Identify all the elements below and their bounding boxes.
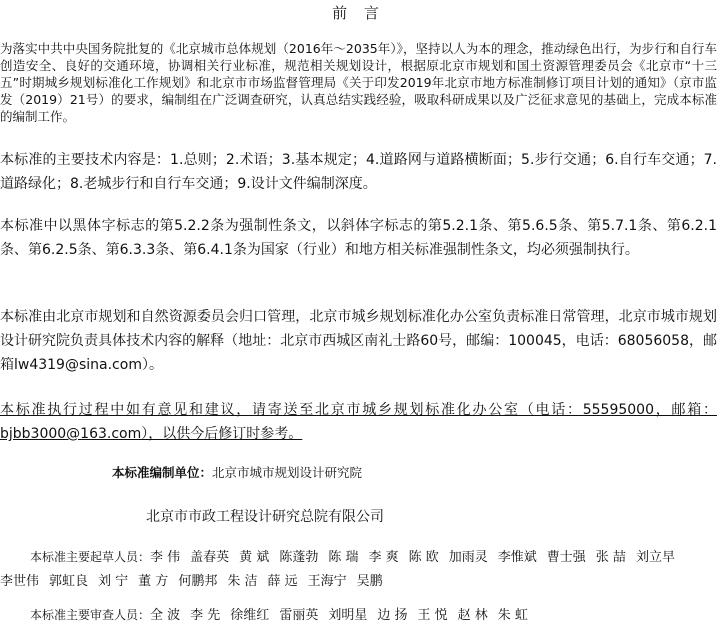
reviewer-name: 赵 林	[457, 608, 488, 623]
drafter-name: 陈 瑞	[328, 550, 359, 565]
drafter-name: 朱 洁	[227, 574, 258, 589]
reviewer-name: 李 先	[190, 608, 221, 623]
reviewer-name: 雷丽英	[279, 608, 319, 623]
drafter-name: 黄 斌	[239, 550, 270, 565]
drafter-name: 李惟斌	[497, 550, 537, 565]
reviewer-name: 全 波	[150, 608, 181, 623]
reviewers-list	[0, 603, 717, 624]
mandatory-paragraph: 本标准中以黑体字标志的第5.2.2条为强制性条文，以斜体字标志的第5.2.1条、第5.6.5条、第5.7.1条、第6.2.1条、第6.2.5条、第6.3.3条、第6.4.1条为国家（行业）和地方相关标准强制性条文，均必须强制执行。	[0, 218, 717, 258]
drafters-list	[0, 545, 717, 594]
management-paragraph: 本标准由北京市规划和自然资源委员会归口管理，北京市城乡规划标准化办公室负责标准日常管理，北京市城市规划设计研究院负责具体技术内容的解释（地址：北京市西城区南礼士路60号，邮编：100045，电话：68056058，邮箱lw4319@sina.com）。	[0, 309, 717, 373]
drafter-name: 加雨灵	[448, 550, 488, 565]
drafter-name: 陈 欧	[408, 550, 439, 565]
reviewer-name: 刘明星	[328, 608, 368, 623]
editing-unit-label: 本标准编制单位：	[112, 465, 213, 480]
drafter-name: 董 方	[138, 574, 169, 589]
drafter-name: 何鹏邦	[178, 574, 218, 589]
reviewer-name: 朱 虹	[497, 608, 528, 623]
drafter-name: 李 伟	[150, 550, 181, 565]
reviewers-label: 本标准主要审查人员：	[30, 608, 151, 622]
drafter-name: 王海宁	[307, 574, 347, 589]
reviewer-name: 边 扬	[377, 608, 408, 623]
reviewer-name: 王 悦	[417, 608, 448, 623]
drafter-name: 李世伟	[0, 574, 40, 589]
editing-unit-1: 北京市城市规划设计研究院	[212, 465, 363, 480]
drafter-name: 吴鹏	[356, 574, 383, 589]
drafter-name: 刘立早	[635, 550, 675, 565]
drafter-name: 郭虹良	[49, 574, 89, 589]
drafter-name: 盖春英	[190, 550, 230, 565]
feedback-paragraph: 本标准执行过程中如有意见和建议，请寄送至北京市城乡规划标准化办公室（电话：55595000，邮箱：bjbb3000@163.com），以供今后修订时参考。	[0, 402, 717, 442]
drafter-name: 薛 远	[267, 574, 298, 589]
reviewer-names	[150, 608, 538, 623]
reviewer-name: 徐维红	[230, 608, 270, 623]
editing-unit-2: 北京市市政工程设计研究总院有限公司	[146, 509, 384, 525]
drafter-name: 李 爽	[368, 550, 399, 565]
page-title: 前 言	[332, 4, 385, 22]
drafter-name: 曹士强	[546, 550, 586, 565]
drafter-name: 刘 宁	[98, 574, 129, 589]
drafters-label: 本标准主要起草人员：	[30, 550, 151, 564]
contents-paragraph: 本标准的主要技术内容是：1.总则；2.术语；3.基本规定；4.道路网与道路横断面；5.步行交通；6.自行车交通；7.道路绿化；8.老城步行和自行车交通；9.设计文件编制深度。	[0, 152, 717, 192]
drafter-name: 张 喆	[595, 550, 626, 565]
intro-paragraph: 为落实中共中央国务院批复的《北京城市总体规划（2016年～2035年）》，坚持以人为本的理念，推动绿色出行，为步行和自行车创造安全、良好的交通环境，协调相关行业标准，规范相关规划设计，根据原北京市规划和国土资源管理委员会《北京市“十三五”时期城乡规划标准化工作规划》和北京市市场监督管理局《关于印发2019年北京市地方标准制修订项目计划的通知》（京市监发（2019）21号）的要求，编制组在广泛调查研究，认真总结实践经验，吸取科研成果以及广泛征求意见的基础上，完成本标准的编制工作。	[0, 41, 717, 124]
drafter-name: 陈蓬勃	[279, 550, 319, 565]
editing-unit-line	[112, 463, 362, 481]
